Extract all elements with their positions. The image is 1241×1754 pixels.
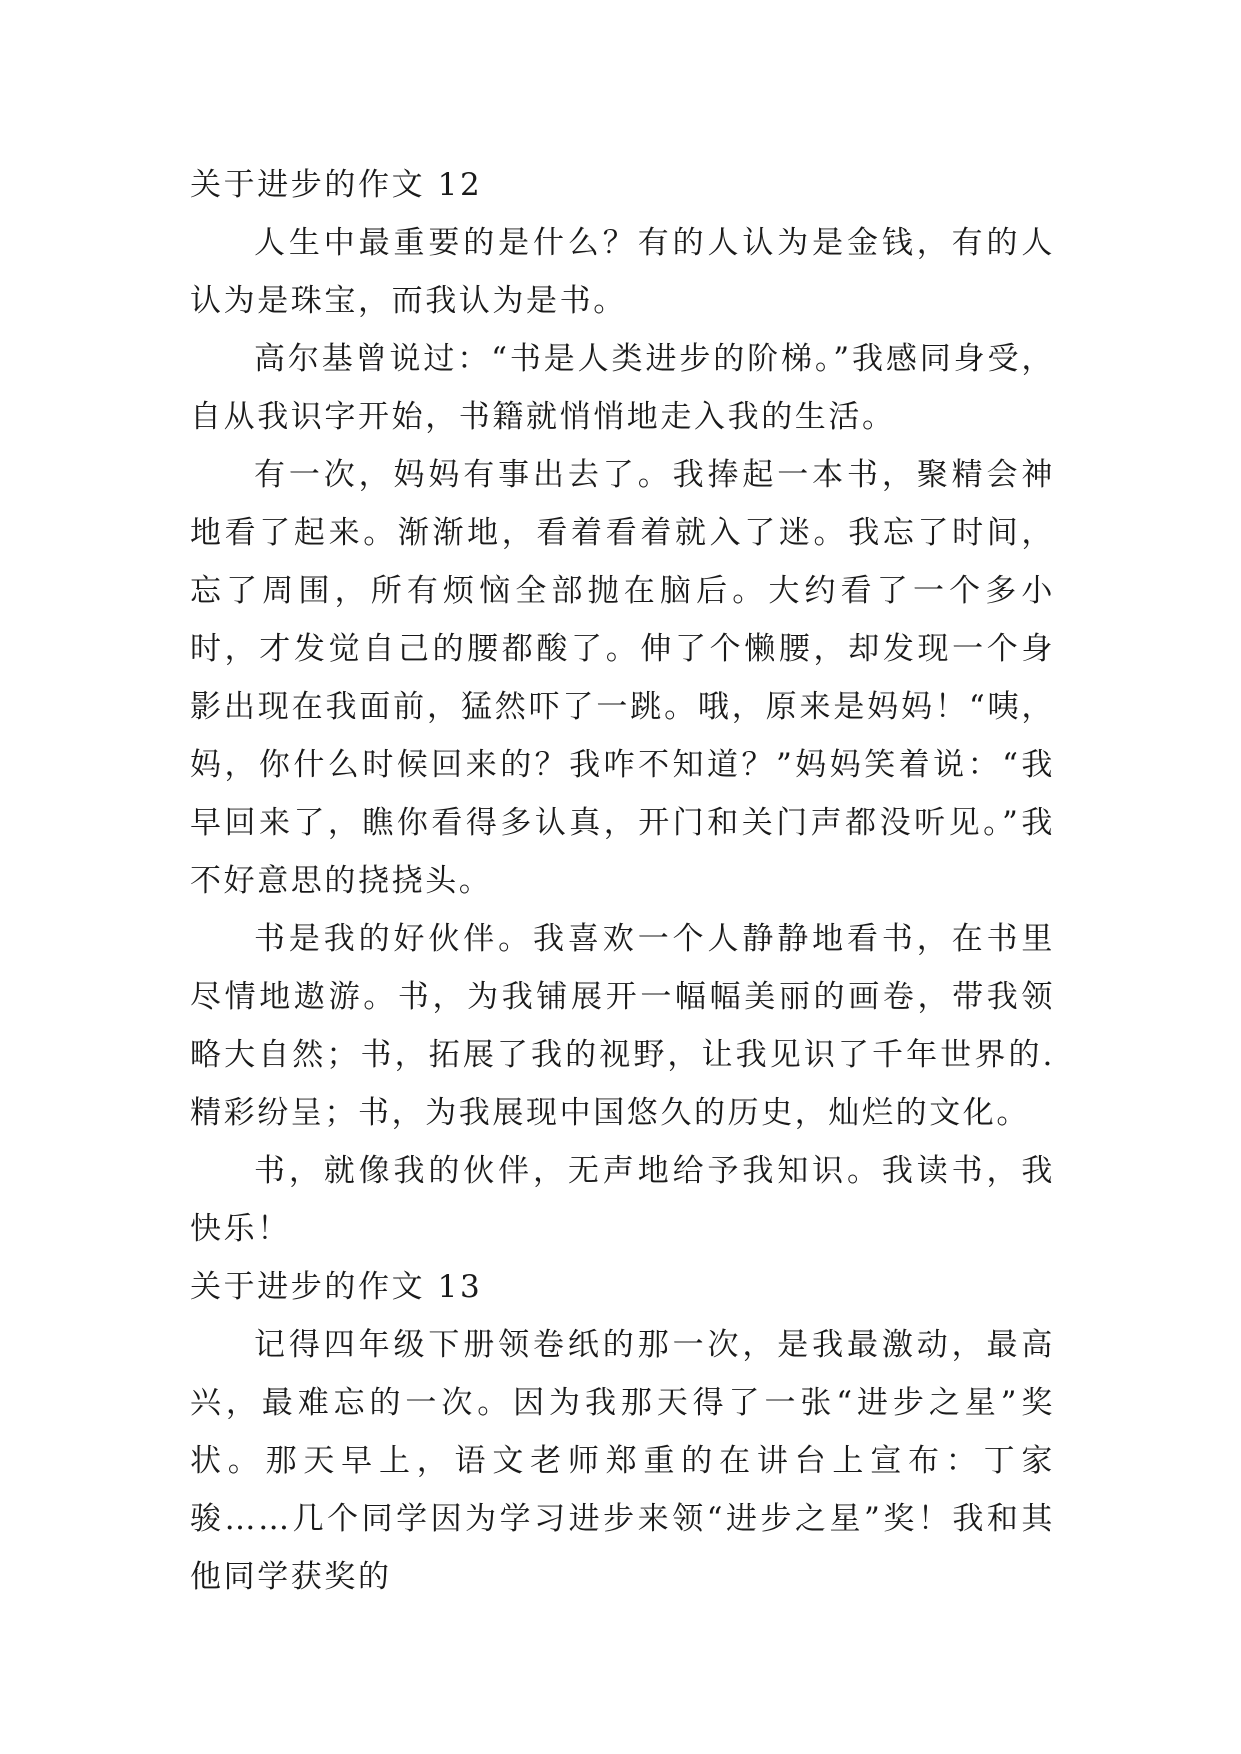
essay-paragraph: 高尔基曾说过：“书是人类进步的阶梯。”我感同身受，自从我识字开始，书籍就悄悄地走入我的生活。 xyxy=(190,341,1055,435)
essay-paragraph: 记得四年级下册领卷纸的那一次，是我最激动，最高兴，最难忘的一次。因为我那天得了一张“进步之星”奖状。那天早上，语文老师郑重的在讲台上宣布：丁家骏……几个同学因为学习进步来领“进步之星”奖！我和其他同学获奖的 xyxy=(190,1327,1055,1595)
document-body xyxy=(190,156,1055,1606)
essay-paragraph: 书，就像我的伙伴，无声地给予我知识。我读书，我快乐！ xyxy=(190,1153,1055,1247)
essay-paragraph: 书是我的好伙伴。我喜欢一个人静静地看书，在书里尽情地遨游。书，为我铺展开一幅幅美丽的画卷，带我领略大自然；书，拓展了我的视野，让我见识了千年世界的.精彩纷呈；书，为我展现中国悠久的历史，灿烂的文化。 xyxy=(190,921,1055,1131)
essay-title: 关于进步的作文 13 xyxy=(190,1269,483,1305)
essay-title: 关于进步的作文 12 xyxy=(190,167,483,203)
essay-paragraph: 人生中最重要的是什么？有的人认为是金钱，有的人认为是珠宝，而我认为是书。 xyxy=(190,225,1055,319)
essay-paragraph: 有一次，妈妈有事出去了。我捧起一本书，聚精会神地看了起来。渐渐地，看着看着就入了迷。我忘了时间，忘了周围，所有烦恼全部抛在脑后。大约看了一个多小时，才发觉自己的腰都酸了。伸了个懒腰，却发现一个身影出现在我面前，猛然吓了一跳。哦，原来是妈妈！“咦，妈，你什么时候回来的？我咋不知道？”妈妈笑着说：“我早回来了，瞧你看得多认真，开门和关门声都没听见。”我不好意思的挠挠头。 xyxy=(190,457,1055,899)
